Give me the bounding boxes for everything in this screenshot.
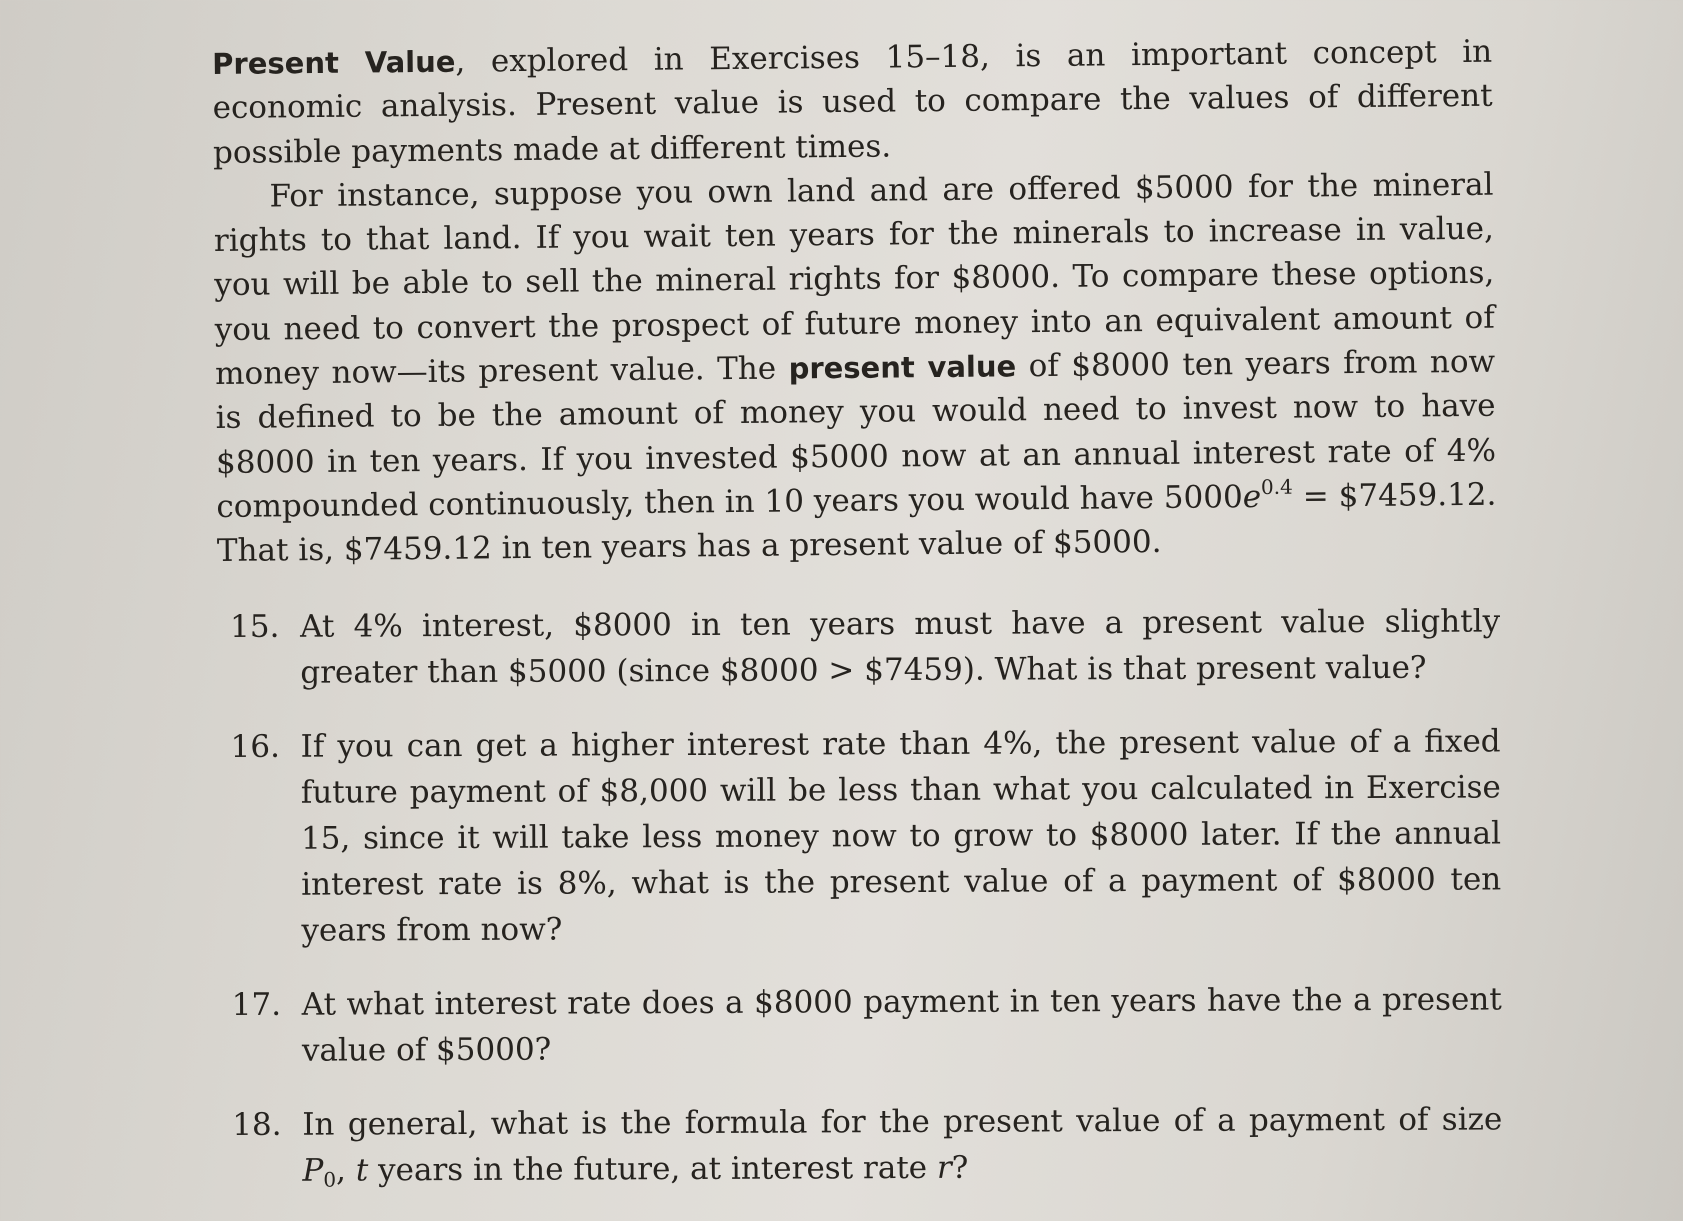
exercise-number: 17. bbox=[231, 986, 282, 1023]
euler-e: e bbox=[1242, 478, 1262, 516]
exercise-17 bbox=[232, 976, 1502, 1074]
exercise-text-c: years in the future, at interest rate bbox=[368, 1149, 938, 1189]
present-value-definition-term: present value bbox=[788, 349, 1017, 386]
exercise-text-b: , bbox=[335, 1152, 356, 1189]
exponent: 0.4 bbox=[1260, 474, 1293, 499]
exercise-number: 15. bbox=[230, 608, 280, 645]
exercise-text-a: In general, what is the formula for the present value of a payment of size bbox=[302, 1101, 1503, 1143]
intro-paragraph-1-text: , explored in Exercises 15–18, is an important concept in economic analysis. Present value is used to compare the values of different possible payments made at different times. bbox=[212, 33, 1493, 171]
exercise-text: At 4% interest, $8000 in ten years must have a present value slightly greater than $5000 (since $8000 > $7459). What is that present value? bbox=[300, 603, 1501, 691]
exercise-text: At what interest rate does a $8000 payment in ten years have the a present value of $5000? bbox=[301, 981, 1502, 1069]
exercise-text: If you can get a higher interest rate than 4%, the present value of a fixed future payment of $8,000 will be less than what you calculated in Exercise 15, since it will take less money now to grow to $8000 later. If the annual interest rate is 8%, what is the present value of a payment of $8000 ten years from now? bbox=[300, 723, 1502, 949]
intro-paragraph-1 bbox=[212, 30, 1493, 175]
exercise-16 bbox=[231, 718, 1502, 954]
exercise-number: 18. bbox=[232, 1106, 282, 1143]
present-value-heading: Present Value bbox=[212, 44, 456, 81]
exercise-text-d: ? bbox=[951, 1149, 969, 1186]
math-variable-r: r bbox=[936, 1149, 952, 1186]
intro-paragraph-2-text-b: of $8000 ten years from now is defined to be the amount of money you would need to invest now to have $8000 in ten years. If you invested $5000 now at an annual interest rate of 4% compounded continuously, then in 10 years you would have 5000 bbox=[215, 343, 1497, 525]
exercise-text bbox=[302, 1096, 1502, 1193]
intro-paragraph-2-text-c: = $7459.12. That is, $7459.12 in ten years has a present value of $5000. bbox=[216, 476, 1497, 570]
exercise-15 bbox=[230, 598, 1500, 696]
math-variable-p: P bbox=[302, 1152, 324, 1189]
subscript: 0 bbox=[323, 1167, 337, 1192]
intro-paragraph-2 bbox=[213, 163, 1497, 574]
math-variable-t: t bbox=[355, 1152, 369, 1189]
intro-paragraph-2-text-a: For instance, suppose you own land and are offered $5000 for the mineral rights to that land. If you wait ten years for the minerals to increase in value, you will be able to sell the mineral rights for $8000. To compare these options, you need to convert the prospect of future money into an equivalent amount of money now—its present value. The bbox=[213, 166, 1495, 393]
exercise-18 bbox=[232, 1096, 1502, 1194]
exercise-list bbox=[230, 598, 1503, 1221]
present-value-intro bbox=[212, 30, 1497, 574]
exercise-number: 16. bbox=[230, 728, 281, 765]
